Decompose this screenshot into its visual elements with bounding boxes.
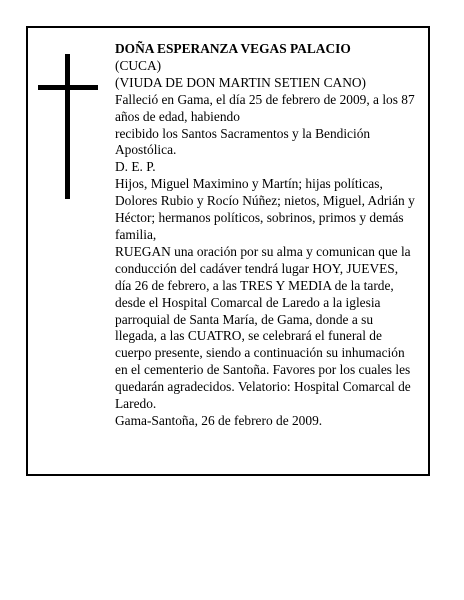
death-announcement-line: años de edad, habiendo [115, 108, 240, 124]
cross-icon [38, 54, 98, 199]
deceased-name: DOÑA ESPERANZA VEGAS PALACIO [115, 41, 351, 56]
family-line: Dolores Rubio y Rocío Núñez; nietos, Miguel, Adrián y [115, 193, 415, 209]
deceased-nickname: (CUCA) [115, 57, 162, 73]
funeral-details-line: RUEGAN una oración por su alma y comunican que la [115, 243, 411, 259]
place-date-line: Gama-Santoña, 26 de febrero de 2009. [115, 412, 323, 428]
funeral-details-line: en el cementerio de Santoña. Favores por los cuales les [115, 362, 411, 378]
funeral-details-line: Laredo. [115, 396, 157, 412]
family-line: Hijos, Miguel Maximino y Martín; hijas políticas, [115, 176, 383, 192]
cross-vertical-bar [65, 54, 70, 199]
funeral-details-line: parroquial de Santa María, de Gama, donde a su [115, 311, 374, 327]
sacraments-line: Apostólica. [115, 142, 177, 158]
family-line: familia, [115, 226, 157, 242]
funeral-details-line: desde el Hospital Comarcal de Laredo a la iglesia [115, 294, 381, 310]
widow-of-line: (VIUDA DE DON MARTIN SETIEN CANO) [115, 74, 366, 90]
cross-horizontal-bar [38, 85, 98, 90]
death-announcement-line: Falleció en Gama, el día 25 de febrero de 2009, a los 87 [115, 91, 415, 107]
notice-text [115, 41, 427, 430]
sacraments-line: recibido los Santos Sacramentos y la Bendición [115, 125, 371, 141]
funeral-details-line: conducción del cadáver tendrá lugar HOY, JUEVES, [115, 260, 399, 276]
obituary-notice [26, 26, 430, 476]
funeral-details-line: día 26 de febrero, a las TRES Y MEDIA de la tarde, [115, 277, 394, 293]
funeral-details-line: llegada, a las CUATRO, se celebrará el funeral de [115, 328, 382, 344]
family-line: Héctor; hermanos políticos, sobrinos, primos y demás [115, 210, 404, 226]
funeral-details-line: quedarán agradecidos. Velatorio: Hospital Comarcal de [115, 379, 411, 395]
funeral-details-line: cuerpo presente, siendo a continuación su inhumación [115, 345, 405, 361]
rip-line: D. E. P. [115, 159, 156, 175]
